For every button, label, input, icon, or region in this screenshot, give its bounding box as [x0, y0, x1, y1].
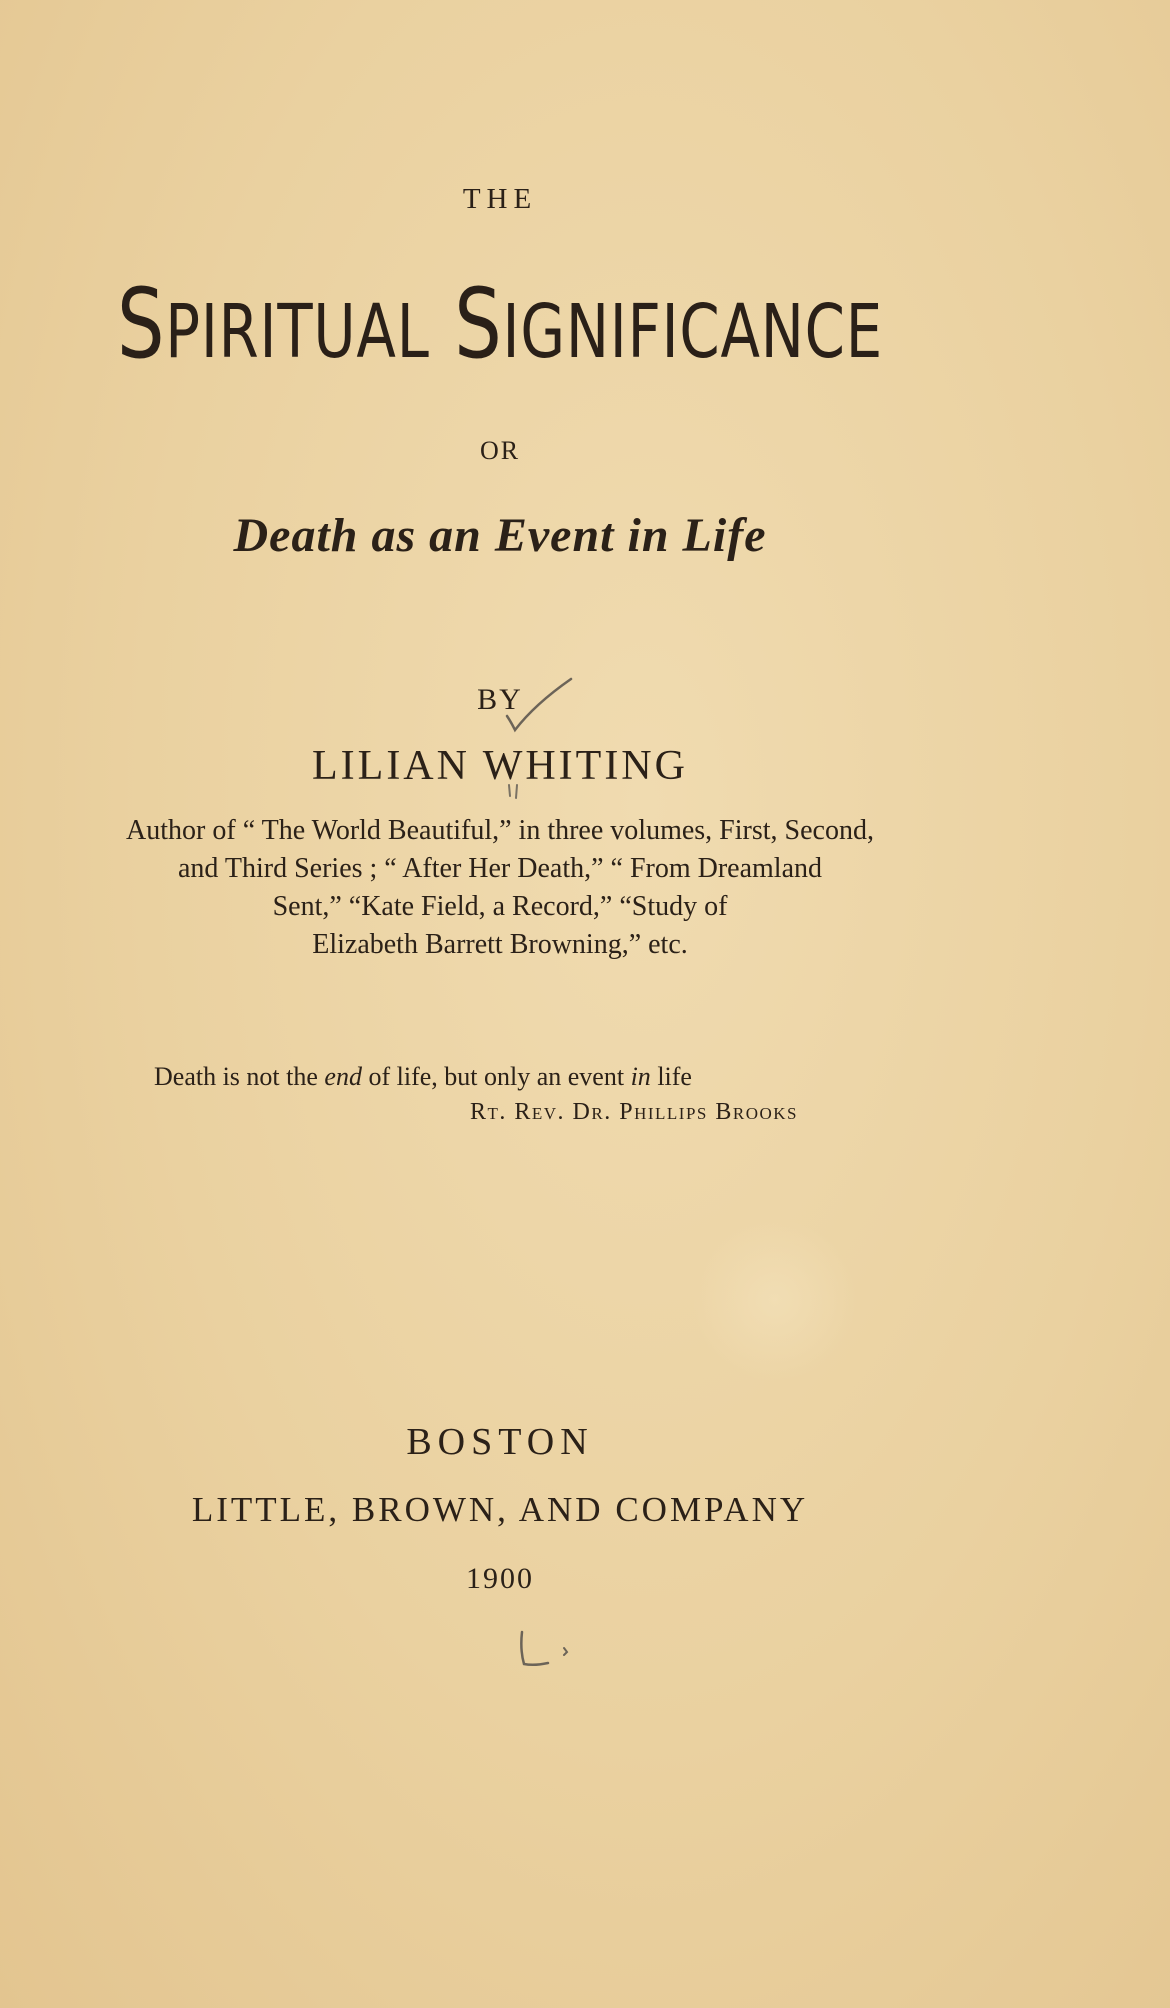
title-initial-2: S	[454, 268, 503, 380]
author-credits	[0, 812, 1000, 964]
credits-line: and Third Series ; “ After Her Death,” “ From Dreamland	[177, 853, 823, 884]
epigraph-text: of life, but only an event	[361, 1062, 631, 1091]
publication-year: 1900	[466, 1562, 534, 1595]
pencil-checkmark-mark	[505, 676, 575, 736]
title-the: THE	[462, 183, 538, 215]
title-initial-1: S	[116, 268, 166, 380]
pencil-library-mark	[516, 1630, 576, 1672]
epigraph	[154, 1062, 692, 1092]
epigraph-text: life	[650, 1062, 692, 1091]
epigraph-emphasis: in	[630, 1062, 651, 1091]
epigraph-text: Death is not the	[154, 1062, 325, 1091]
credits-line: Sent,” “Kate Field, a Record,” “Study of	[272, 891, 728, 922]
pencil-tick-marks	[505, 784, 525, 800]
paper-stain	[690, 1220, 860, 1380]
by-line: BY	[477, 683, 523, 716]
title-rest-1: PIRITUAL	[165, 289, 430, 375]
author-name: LILIAN WHITING	[312, 743, 688, 789]
title-or: OR	[479, 436, 521, 465]
book-subtitle: Death as an Event in Life	[233, 509, 767, 562]
publisher-city: BOSTON	[406, 1421, 594, 1463]
publisher-name: LITTLE, BROWN, AND COMPANY	[191, 1490, 809, 1529]
epigraph-attribution: Rt. Rev. Dr. Phillips Brooks	[470, 1099, 798, 1125]
credits-line: Author of “ The World Beautiful,” in three volumes, First, Second,	[126, 815, 874, 846]
credits-line: Elizabeth Barrett Browning,” etc.	[312, 929, 688, 960]
epigraph-emphasis: end	[324, 1062, 362, 1091]
title-rest-2: IGNIFICANCE	[502, 289, 884, 375]
book-title	[110, 268, 890, 380]
